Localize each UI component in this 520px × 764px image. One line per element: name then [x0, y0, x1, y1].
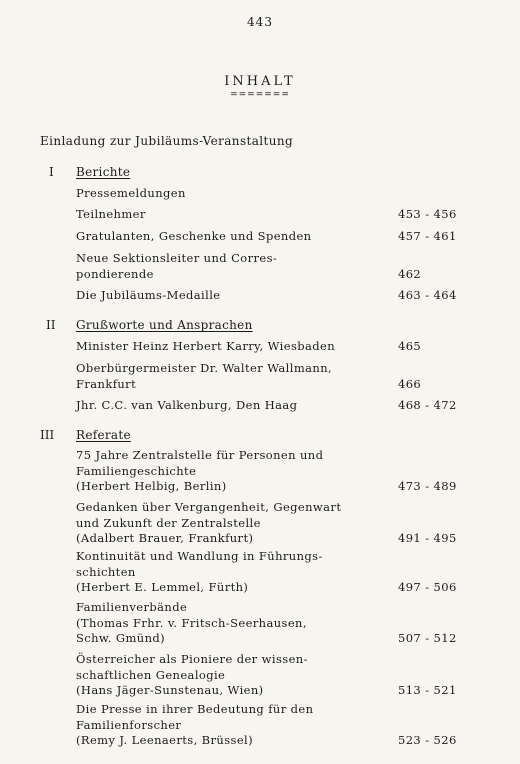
entry-line: Die Presse in ihrer Bedeutung für den: [76, 702, 314, 716]
toc-entry: [76, 398, 496, 414]
section-number: III: [40, 428, 55, 442]
entry-pages: 523 - 526: [398, 733, 457, 747]
entry-line: Neue Sektionsleiter und Corres-: [76, 251, 278, 265]
toc-entry: [76, 549, 496, 596]
entry-line: Die Jubiläums-Medaille: [76, 288, 221, 302]
toc-entry: [76, 500, 496, 547]
toc-entry: [76, 361, 496, 392]
toc-entry: [76, 186, 496, 202]
toc-entry: [76, 229, 496, 245]
entry-pages: 453 - 456: [398, 207, 457, 221]
entry-line: Gratulanten, Geschenke und Spenden: [76, 229, 312, 243]
entry-pages: 491 - 495: [398, 531, 457, 545]
entry-line: Frankfurt: [76, 376, 137, 391]
entry-line: pondierende: [76, 266, 154, 281]
intro-line: Einladung zur Jubiläums-Veranstaltung: [40, 134, 294, 148]
entry-line: Teilnehmer: [76, 207, 146, 221]
entry-line: (Herbert E. Lemmel, Fürth): [76, 580, 249, 594]
entry-line: Minister Heinz Herbert Karry, Wiesbaden: [76, 339, 336, 353]
entry-pages: 507 - 512: [398, 631, 457, 645]
toc-entry: [76, 702, 496, 749]
entry-line: Kontinuität und Wandlung in Führungs-: [76, 549, 323, 563]
entry-line: Pressemeldungen: [76, 186, 186, 200]
toc-entry: [76, 251, 496, 282]
section-title: Berichte: [76, 165, 131, 179]
entry-line: und Zukunft der Zentralstelle: [76, 515, 261, 530]
entry-pages: 466: [398, 376, 422, 391]
section-number: I: [49, 165, 54, 179]
toc-entry: [76, 652, 496, 699]
entry-line: Familiengeschichte: [76, 463, 197, 478]
entry-line: (Thomas Frhr. v. Fritsch-Seerhausen,: [76, 615, 307, 630]
entry-line: Jhr. C.C. van Valkenburg, Den Haag: [76, 398, 298, 412]
toc-entry: [76, 207, 496, 223]
entry-line: (Adalbert Brauer, Frankfurt): [76, 531, 254, 545]
entry-line: Gedanken über Vergangenheit, Gegenwart: [76, 500, 342, 514]
entry-pages: 463 - 464: [398, 288, 457, 302]
toc-entry: [76, 339, 496, 355]
toc-entry: [76, 288, 496, 304]
entry-line: (Hans Jäger-Sunstenau, Wien): [76, 683, 264, 697]
page-number: 443: [247, 15, 273, 29]
entry-pages: 468 - 472: [398, 398, 457, 412]
entry-line: schichten: [76, 564, 136, 579]
entry-pages: 457 - 461: [398, 229, 457, 243]
entry-pages: 465: [398, 339, 422, 353]
section-number: II: [46, 318, 56, 332]
toc-entry: [76, 448, 496, 495]
title-underline: =======: [230, 90, 290, 100]
entry-line: 75 Jahre Zentralstelle für Personen und: [76, 448, 324, 462]
entry-line: Schw. Gmünd): [76, 631, 166, 645]
entry-pages: 473 - 489: [398, 479, 457, 493]
entry-line: Familienforscher: [76, 717, 182, 732]
entry-line: Österreicher als Pioniere der wissen-: [76, 652, 308, 666]
page-title: INHALT: [224, 74, 296, 89]
entry-line: schaftlichen Genealogie: [76, 667, 226, 682]
entry-pages: 513 - 521: [398, 683, 457, 697]
entry-line: (Herbert Helbig, Berlin): [76, 479, 227, 493]
section-title: Grußworte und Ansprachen: [76, 318, 253, 332]
entry-pages: 497 - 506: [398, 580, 457, 594]
entry-line: Familienverbände: [76, 600, 188, 614]
entry-line: (Remy J. Leenaerts, Brüssel): [76, 733, 254, 747]
entry-pages: 462: [398, 266, 422, 281]
section-title: Referate: [76, 428, 131, 442]
toc-entry: [76, 600, 496, 647]
entry-line: Oberbürgermeister Dr. Walter Wallmann,: [76, 361, 333, 375]
